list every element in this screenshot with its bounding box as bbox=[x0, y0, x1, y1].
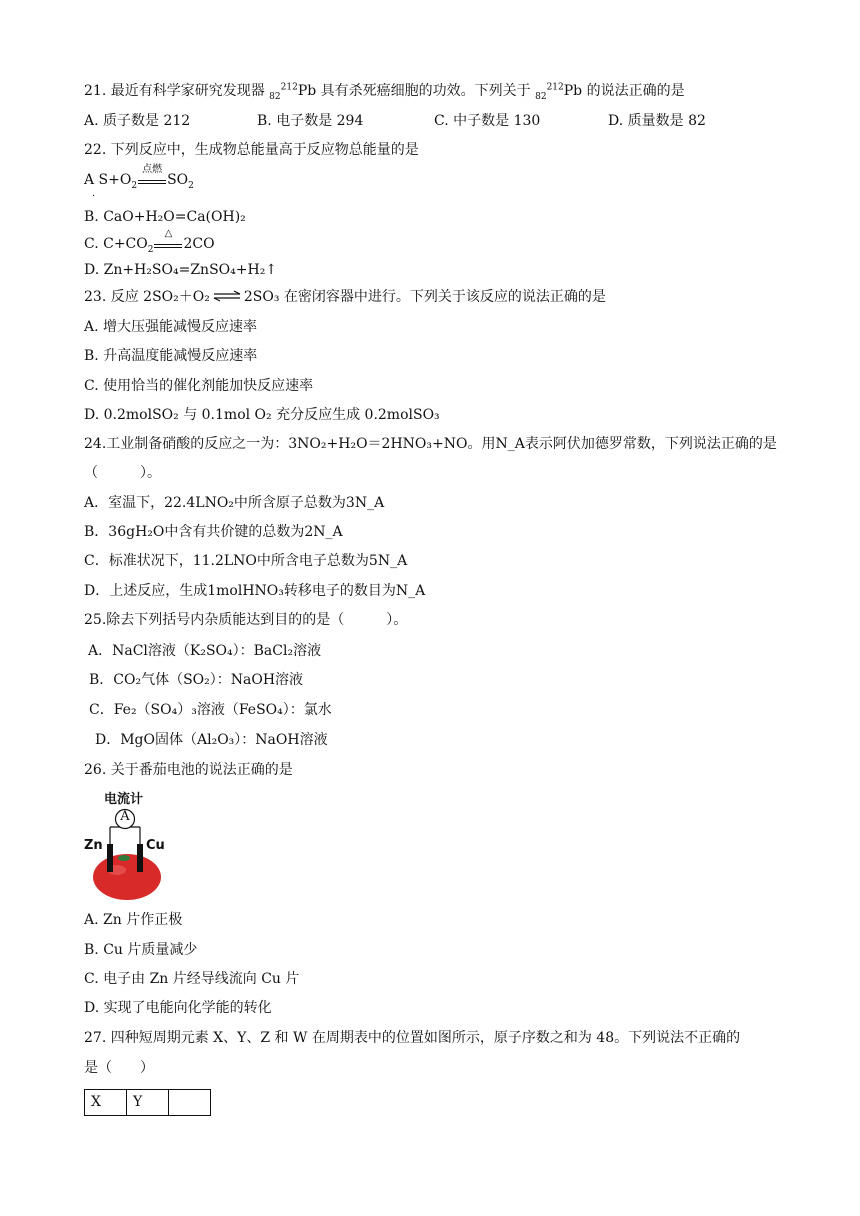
q21-stem bbox=[84, 81, 685, 101]
ignite-label: 点燃 bbox=[142, 164, 163, 175]
q22-c-sub: 2 bbox=[147, 244, 154, 255]
tomato-battery-figure bbox=[84, 788, 176, 900]
q22-dot: · bbox=[92, 191, 96, 202]
q26-option-a[interactable]: A. Zn 片作正极 bbox=[84, 912, 183, 928]
q21-a2: 212 bbox=[546, 82, 564, 93]
q25-option-c[interactable]: C．Fe₂（SO₄）₃溶液（FeSO₄）：氯水 bbox=[89, 702, 332, 718]
q21-option-d[interactable]: D. 质量数是 82 bbox=[608, 113, 706, 129]
q24-option-d[interactable]: D．上述反应，生成1molHNO₃转移电子的数目为N_A bbox=[84, 583, 426, 599]
q25-stem: 25.除去下列括号内杂质能达到目的的是（ ）。 bbox=[84, 612, 408, 628]
q22-a-sub: 2 bbox=[131, 180, 138, 191]
heat-triangle-icon: △ bbox=[164, 228, 173, 239]
q21-stem-part2: Pb 具有杀死癌细胞的功效。下列关于 bbox=[297, 83, 536, 99]
cu-electrode-label: Cu bbox=[146, 838, 165, 853]
q27-stem-line1: 27. 四种短周期元素 X、Y、Z 和 W 在周期表中的位置如图所示，原子序数之和为 48。下列说法不正确的 bbox=[84, 1030, 741, 1046]
q26-stem: 26. 关于番茄电池的说法正确的是 bbox=[84, 762, 293, 778]
q23-stem bbox=[84, 287, 606, 307]
q21-option-c[interactable]: C. 中子数是 130 bbox=[434, 113, 541, 129]
q21-stem-part1: 21. 最近有科学家研究发现器 bbox=[84, 83, 270, 99]
q23-option-a[interactable]: A. 增大压强能减慢反应速率 bbox=[84, 319, 258, 335]
table-row bbox=[85, 1090, 211, 1116]
q22-option-b[interactable]: B. CaO+H₂O=Ca(OH)₂ bbox=[84, 209, 246, 225]
table-cell-y: Y bbox=[127, 1090, 169, 1116]
q22-a-reactants: A S+O bbox=[84, 172, 132, 188]
q22-option-c[interactable] bbox=[84, 228, 215, 255]
zn-electrode-label: Zn bbox=[84, 838, 103, 853]
q22-a-sub2: 2 bbox=[188, 180, 194, 191]
q27-stem-line2: 是（ ） bbox=[84, 1060, 154, 1076]
q22-a-product: SO bbox=[167, 172, 189, 188]
q25-option-d[interactable]: D．MgO固体（Al₂O₃）：NaOH溶液 bbox=[95, 732, 328, 748]
q23-stem-post: 2SO₃ 在密闭容器中进行。下列关于该反应的说法正确的是 bbox=[243, 289, 606, 305]
q24-stem-line2: （ ）。 bbox=[84, 465, 161, 481]
equal-bar-top bbox=[138, 180, 166, 181]
q21-z: 82 bbox=[269, 91, 281, 102]
equal-bar-top bbox=[154, 244, 182, 245]
periodic-position-table bbox=[84, 1089, 211, 1116]
q21-a: 212 bbox=[280, 82, 298, 93]
table-cell-x: X bbox=[85, 1090, 127, 1116]
q26-option-b[interactable]: B. Cu 片质量减少 bbox=[84, 942, 198, 958]
q22-stem: 22. 下列反应中，生成物总能量高于反应物总能量的是 bbox=[84, 142, 419, 158]
q23-option-d[interactable]: D. 0.2molSO₂ 与 0.1mol O₂ 充分反应生成 0.2molSO₃ bbox=[84, 407, 440, 423]
equal-bar-bottom bbox=[138, 183, 166, 184]
q23-stem-pre: 23. 反应 2SO₂＋O₂ bbox=[84, 289, 210, 305]
q25-option-b[interactable]: B．CO₂气体（SO₂）：NaOH溶液 bbox=[89, 672, 304, 688]
q21-option-a[interactable]: A. 质子数是 212 bbox=[84, 113, 191, 129]
q22-c-reactants: C. C+CO bbox=[84, 236, 148, 252]
q24-option-c[interactable]: C．标准状况下，11.2LNO中所含电子总数为5N_A bbox=[84, 553, 408, 569]
q22-option-d[interactable]: D. Zn+H₂SO₄=ZnSO₄+H₂↑ bbox=[84, 262, 278, 278]
q22-option-a[interactable] bbox=[84, 164, 194, 191]
q23-option-b[interactable]: B. 升高温度能减慢反应速率 bbox=[84, 348, 258, 364]
q24-stem-line1: 24.工业制备硝酸的反应之一为：3NO₂+H₂O＝2HNO₃+NO。用N_A表示阿伏加德罗常数，下列说法正确的是 bbox=[84, 436, 777, 452]
equilibrium-arrow-icon bbox=[212, 289, 242, 303]
q25-option-a[interactable]: A．NaCl溶液（K₂SO₄）：BaCl₂溶液 bbox=[88, 643, 322, 659]
q24-option-b[interactable]: B．36gH₂O中含有共价键的总数为2N_A bbox=[84, 524, 343, 540]
equal-bar-bottom bbox=[154, 247, 182, 248]
ammeter-symbol: A bbox=[120, 809, 130, 824]
q26-option-d[interactable]: D. 实现了电能向化学能的转化 bbox=[84, 1000, 272, 1016]
q21-option-b[interactable]: B. 电子数是 294 bbox=[257, 113, 364, 129]
q21-z2: 82 bbox=[535, 91, 547, 102]
q26-option-c[interactable]: C. 电子由 Zn 片经导线流向 Cu 片 bbox=[84, 971, 300, 987]
q23-option-c[interactable]: C. 使用恰当的催化剂能加快反应速率 bbox=[84, 378, 314, 394]
ammeter-label: 电流计 bbox=[104, 792, 144, 807]
reaction-condition-arrow bbox=[138, 164, 166, 185]
heat-condition-arrow bbox=[154, 228, 182, 249]
q21-stem-part3: Pb 的说法正确的是 bbox=[563, 83, 685, 99]
table-cell-empty bbox=[169, 1090, 211, 1116]
q22-c-product: 2CO bbox=[183, 236, 215, 252]
q21-options bbox=[84, 111, 784, 131]
q24-option-a[interactable]: A．室温下，22.4LNO₂中所含原子总数为3N_A bbox=[84, 495, 385, 511]
